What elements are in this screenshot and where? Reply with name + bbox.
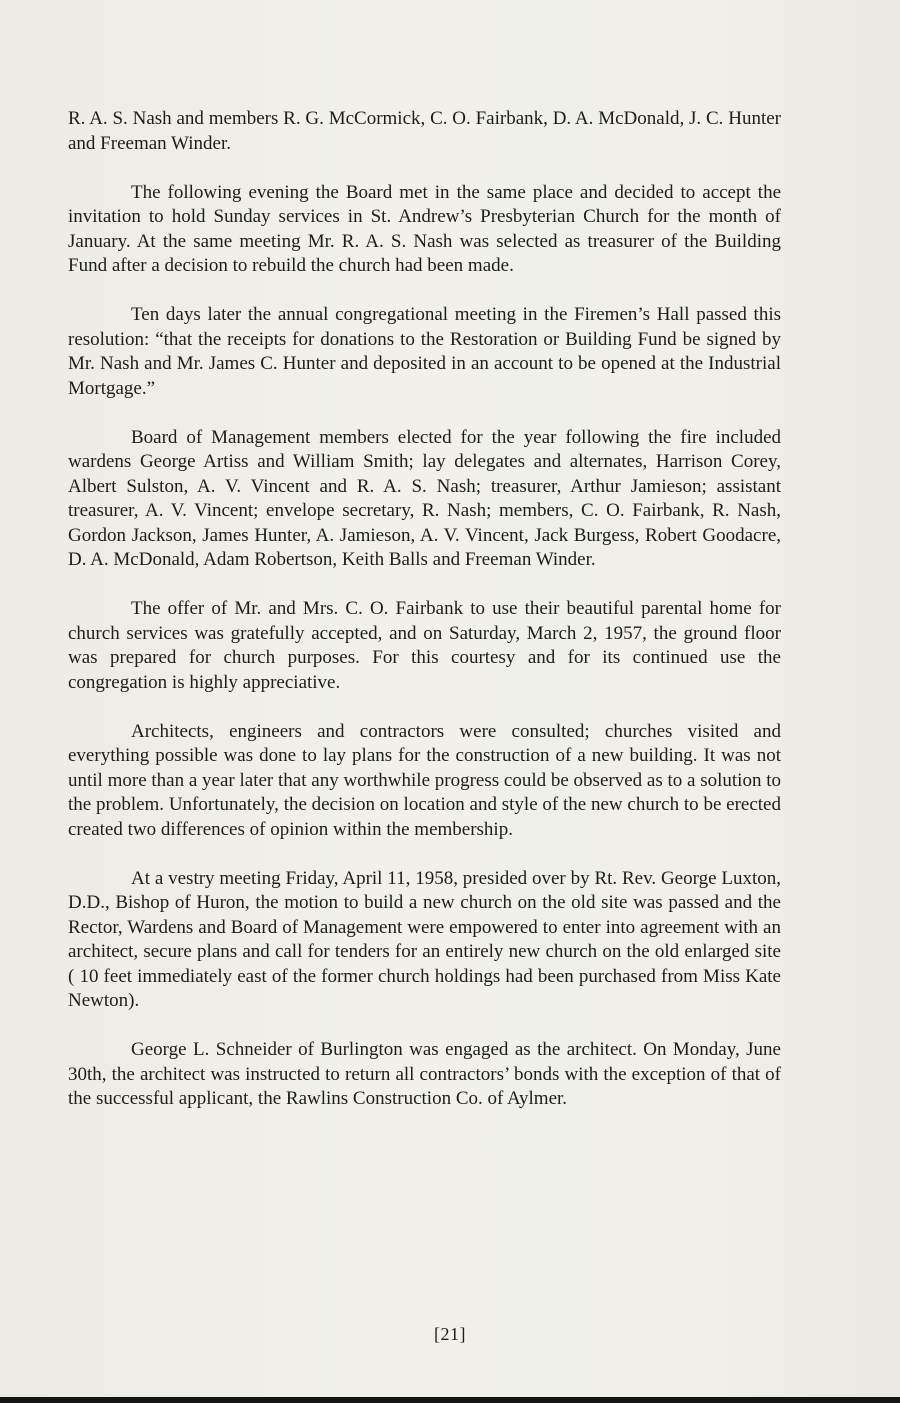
paragraph-board-members: Board of Management members elected for the year following the fire included wardens George Artiss and William Smith; lay delegates and alternates, Harrison Corey, Albert Sulston, A. V. Vincent and R. A. S. Nash; treasurer, Arthur Jamieson; assistant treasurer, A. V. Vincent; envelope secretary, R. Nash; members, C. O. Fairbank, R. Nash, Gordon Jackson, James Hunter, A. Jamieson, A. V. Vincent, Jack Burgess, Robert Goodacre, D. A. McDonald, Adam Robertson, Keith Balls and Freeman Winder.: [68, 426, 781, 570]
paragraph-continued: R. A. S. Nash and members R. G. McCormick, C. O. Fairbank, D. A. McDonald, J. C. Hunter and Freeman Winder.: [68, 108, 781, 154]
page-number: [21]: [434, 1324, 466, 1344]
paragraph-architect-engaged: George L. Schneider of Burlington was engaged as the architect. On Monday, June 30th, the architect was instructed to return all contractors’ bonds with the exception of that of the successful applicant, the Rawlins Construction Co. of Aylmer.: [68, 1039, 781, 1109]
paragraph-fairbank-home: The offer of Mr. and Mrs. C. O. Fairbank to use their beautiful parental home for church services was gratefully accepted, and on Saturday, March 2, 1957, the ground floor was prepared for church purposes. For this courtesy and for its continued use the congregation is highly appreciative.: [68, 598, 781, 693]
scan-bottom-edge: [0, 1397, 900, 1403]
paragraph-vestry-meeting: At a vestry meeting Friday, April 11, 1958, presided over by Rt. Rev. George Luxton, D.D., Bishop of Huron, the motion to build a new church on the old site was passed and the Rector, Wardens and Board of Management were empowered to enter into agreement with an architect, secure plans and call for tenders for an entirely new church on the old enlarged site ( 10 feet immediately east of the former church holdings had been purchased from Miss Kate Newton).: [68, 867, 781, 1011]
body-text: [68, 107, 781, 1136]
paragraph-board-meeting: The following evening the Board met in the same place and decided to accept the invitation to hold Sunday services in St. Andrew’s Presbyterian Church for the month of January. At the same meeting Mr. R. A. S. Nash was selected as treasurer of the Building Fund after a decision to rebuild the church had been made.: [68, 181, 781, 276]
paragraph-congregational-meeting: Ten days later the annual congregational meeting in the Firemen’s Hall passed this resolution: “that the receipts for donations to the Restoration or Building Fund be signed by Mr. Nash and Mr. James C. Hunter and deposited in an account to be opened at the Industrial Mortgage.”: [68, 304, 781, 399]
paragraph-architects: Architects, engineers and contractors were consulted; churches visited and everything possible was done to lay plans for the construction of a new building. It was not until more than a year later that any worthwhile progress could be observed as to a solution to the problem. Unfortunately, the decision on location and style of the new church to be erected created two differences of opinion within the membership.: [68, 720, 781, 840]
